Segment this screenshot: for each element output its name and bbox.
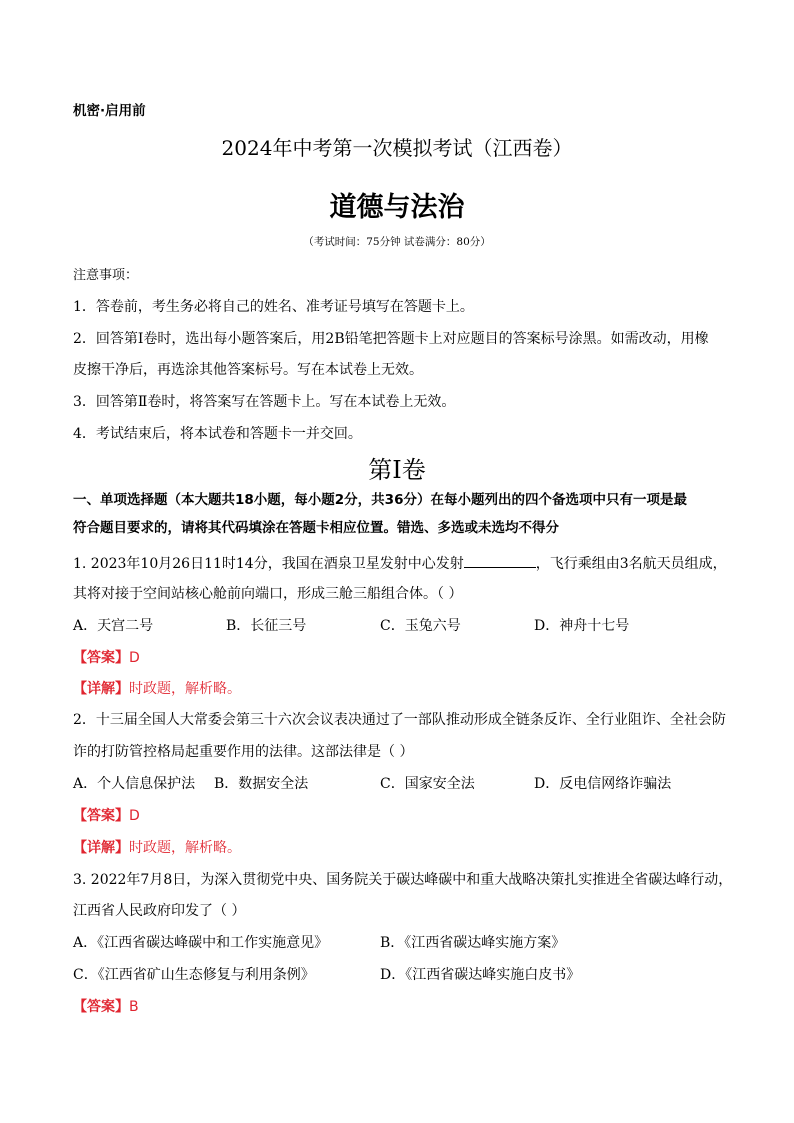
answer-tag: 【答案】 — [73, 650, 129, 666]
question-3-option-d: D．《江西省碳达峰实施白皮书》 — [380, 967, 581, 983]
answer-tag: 【答案】 — [73, 999, 129, 1015]
question-3-option-a: A．《江西省碳达峰碳中和工作实施意见》 — [73, 935, 329, 951]
question-2-detail — [73, 838, 241, 858]
question-3-answer — [73, 997, 139, 1017]
detail-tag: 【详解】 — [73, 681, 129, 697]
question-2-option-c: C．国家安全法 — [380, 776, 475, 792]
question-2-answer — [73, 806, 140, 826]
detail-text: 时政题，解析略。 — [129, 840, 241, 856]
question-1-option-d: D．神舟十七号 — [534, 618, 630, 634]
question-1-stem-line-2: 其将对接于空间站核心舱前向端口，形成三舱三船组合体。（ ） — [73, 586, 463, 602]
question-2-option-d: D．反电信网络诈骗法 — [534, 776, 672, 792]
question-1-answer — [73, 648, 140, 668]
question-1-option-c: C．玉兔六号 — [380, 618, 461, 634]
question-1-stem-part-a: 1. 2023年10月26日11时14分，我国在酒泉卫星发射中心发射 — [73, 556, 464, 572]
question-1-option-b: B．长征三号 — [226, 618, 307, 634]
note-item-2: 2．回答第Ⅰ卷时，选出每小题答案后，用2B铅笔把答题卡上对应题目的答案标号涂黑。如需改动，用橡 — [73, 331, 709, 347]
question-2-options — [73, 774, 734, 794]
question-1-blank — [464, 553, 536, 568]
question-3-option-b: B．《江西省碳达峰实施方案》 — [380, 935, 566, 951]
question-3-stem-line-2: 江西省人民政府印发了（ ） — [73, 903, 246, 919]
exam-info: （考试时间：75分钟 试卷满分：80分） — [303, 236, 491, 248]
question-1-option-a: A．天宫二号 — [73, 618, 154, 634]
section-instructions-line-2: 符合题目要求的，请将其代码填涂在答题卡相应位置。错选、多选或未选均不得分 — [73, 520, 559, 536]
note-item-3: 3．回答第Ⅱ卷时，将答案写在答题卡上。写在本试卷上无效。 — [73, 394, 456, 410]
question-3-options-row-2 — [73, 965, 734, 985]
question-2-stem-line-1: 2．十三届全国人大常委会第三十六次会议表决通过了一部队推动形成全链条反诈、全行业阻诈、全社会防 — [73, 712, 726, 728]
confidential-label: 机密·启用前 — [73, 103, 146, 119]
question-1-detail — [73, 679, 241, 699]
answer-tag: 【答案】 — [73, 808, 129, 824]
section-instructions-line-1: 一、单项选择题（本大题共18小题，每小题2分，共36分）在每小题列出的四个备选项中只有一项是最 — [73, 492, 687, 508]
subject-title: 道德与法治 — [329, 192, 465, 223]
question-3-stem-line-1: 3. 2022年7月8日，为深入贯彻党中央、国务院关于碳达峰碳中和重大战略决策扎实推进全省碳达峰行动， — [73, 872, 733, 888]
exam-title: 2024年中考第一次模拟考试（江西卷） — [221, 136, 573, 160]
note-item-1: 1．答卷前，考生务必将自己的姓名、准考证号填写在答题卡上。 — [73, 299, 474, 315]
question-1-stem-part-b: ，飞行乘组由3名航天员组成， — [535, 556, 727, 572]
question-2-stem-line-2: 诈的打防管控格局起重要作用的法律。这部法律是（ ） — [73, 744, 414, 760]
question-2-option-a: A．个人信息保护法 — [73, 776, 196, 792]
volume-title: 第Ⅰ卷 — [368, 456, 426, 484]
answer-value: D — [129, 650, 140, 666]
question-1-options — [73, 616, 734, 636]
note-item-2-cont: 皮擦干净后，再选涂其他答案标号。写在本试卷上无效。 — [73, 362, 423, 378]
detail-text: 时政题，解析略。 — [129, 681, 241, 697]
answer-value: B — [129, 999, 139, 1015]
notes-heading: 注意事项： — [73, 268, 139, 283]
question-3-option-c: C．《江西省矿山生态修复与利用条例》 — [73, 967, 315, 983]
question-3-options-row-1 — [73, 933, 734, 953]
detail-tag: 【详解】 — [73, 840, 129, 856]
question-2-option-b: B．数据安全法 — [214, 776, 309, 792]
note-item-4: 4．考试结束后，将本试卷和答题卡一并交回。 — [73, 426, 362, 442]
question-1-stem-line-1 — [73, 553, 734, 574]
answer-value: D — [129, 808, 140, 824]
